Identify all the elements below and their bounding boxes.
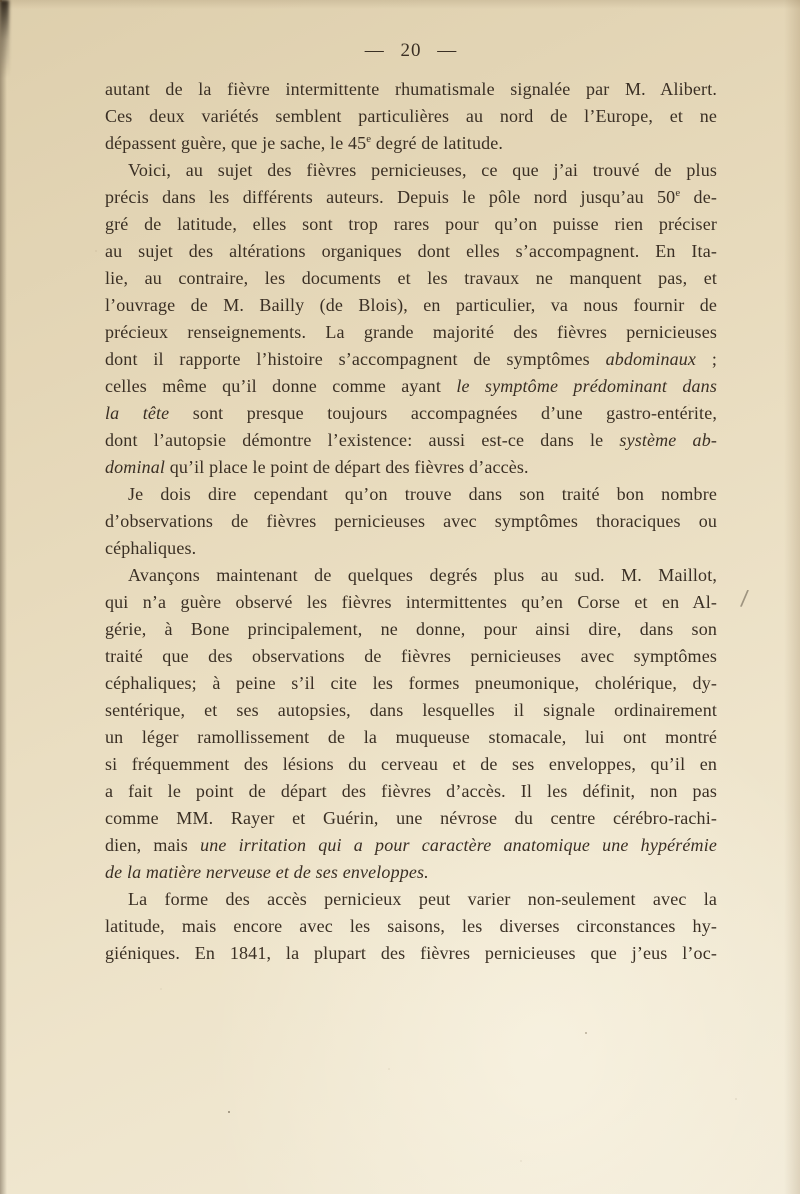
text-line xyxy=(105,481,717,508)
text-segment: a fait le point de départ des fièvres d’accès. Il les définit, non pas xyxy=(105,781,717,801)
paragraph xyxy=(105,886,717,967)
text-line xyxy=(105,616,717,643)
page-text xyxy=(105,76,717,967)
paragraph xyxy=(105,481,717,562)
text-segment: ; xyxy=(696,349,717,369)
text-segment: degré de latitude. xyxy=(371,133,504,153)
paragraph xyxy=(105,76,717,157)
text-segment: dépassent guère, que je sache, le 45 xyxy=(105,133,367,153)
text-line xyxy=(105,670,717,697)
text-line xyxy=(105,643,717,670)
text-segment: dont il rapporte l’histoire s’accompagnent de symptômes xyxy=(105,349,606,369)
text-segment: sont presque toujours accompagnées d’une gastro-entérite, xyxy=(169,403,717,423)
text-segment: précis dans les différents auteurs. Depuis le pôle nord jusqu’au 50 xyxy=(105,187,676,207)
text-segment: traité que des observations de fièvres pernicieuses avec symptômes xyxy=(105,646,717,666)
text-segment: celles même qu’il donne comme ayant xyxy=(105,376,457,396)
text-segment: système ab- xyxy=(619,430,717,450)
text-line xyxy=(105,805,717,832)
text-line xyxy=(105,562,717,589)
text-segment: gérie, à Bone principalement, ne donne, pour ainsi dire, dans son xyxy=(105,619,717,639)
text-line xyxy=(105,589,717,616)
text-segment: qu’il place le point de départ des fièvres d’accès. xyxy=(165,457,529,477)
text-line xyxy=(105,211,717,238)
text-line xyxy=(105,103,717,130)
text-line xyxy=(105,238,717,265)
text-segment: La forme des accès pernicieux peut varier non-seulement avec la xyxy=(128,889,717,909)
page-number: — 20 — xyxy=(364,40,458,61)
text-segment: précieux renseignements. La grande majorité des fièvres pernicieuses xyxy=(105,322,717,342)
text-segment: au sujet des altérations organiques dont elles s’accompagnent. En Ita- xyxy=(105,241,717,261)
text-segment: Avançons maintenant de quelques degrés plus au sud. M. Maillot, xyxy=(128,565,717,585)
text-segment: abdominaux xyxy=(605,349,697,369)
text-segment: comme MM. Rayer et Guérin, une névrose du centre cérébro-rachi- xyxy=(105,808,717,828)
text-segment: giéniques. En 1841, la plupart des fièvres pernicieuses que j’eus l’oc- xyxy=(105,943,717,963)
text-line xyxy=(105,184,717,211)
text-segment: d’observations de fièvres pernicieuses avec symptômes thoraciques ou xyxy=(105,511,717,531)
paragraph xyxy=(105,157,717,481)
text-segment: autant de la fièvre intermittente rhumatismale signalée par M. Alibert. xyxy=(105,79,717,99)
text-segment: latitude, mais encore avec les saisons, les diverses circonstances hy- xyxy=(105,916,717,936)
text-line xyxy=(105,778,717,805)
text-segment: un léger ramollissement de la muqueuse stomacale, lui ont montré xyxy=(105,727,717,747)
page-edge-shadow xyxy=(0,0,9,86)
text-segment: l’ouvrage de M. Bailly (de Blois), en particulier, va nous fournir de xyxy=(105,295,717,315)
text-line xyxy=(105,427,717,454)
text-segment: de la matière nerveuse et de ses enveloppes. xyxy=(105,862,429,882)
text-segment: dont l’autopsie démontre l’existence: aussi est-ce dans le xyxy=(105,430,620,450)
text-segment: le symptôme prédominant dans xyxy=(456,376,717,396)
text-segment: une irritation qui a pour caractère anatomique une hypérémie xyxy=(200,835,717,855)
text-line xyxy=(105,319,717,346)
text-segment: la tête xyxy=(105,403,170,423)
text-line xyxy=(105,535,717,562)
text-line xyxy=(105,292,717,319)
text-segment: dominal xyxy=(105,457,166,477)
text-segment: e xyxy=(675,187,681,199)
text-segment: Je dois dire cependant qu’on trouve dans son traité bon nombre xyxy=(128,484,717,504)
text-segment: si fréquemment des lésions du cerveau et de ses enveloppes, qu’il en xyxy=(105,754,717,774)
text-line xyxy=(105,157,717,184)
text-line xyxy=(105,859,717,886)
text-segment: gré de latitude, elles sont trop rares pour qu’on puisse rien préciser xyxy=(105,214,717,234)
text-segment: Ces deux variétés semblent particulières au nord de l’Europe, et ne xyxy=(105,106,717,126)
text-line xyxy=(105,508,717,535)
text-line xyxy=(105,724,717,751)
text-line xyxy=(105,130,717,157)
text-line xyxy=(105,940,717,967)
text-segment: sentérique, et ses autopsies, dans lesquelles il signale ordinairement xyxy=(105,700,717,720)
text-line xyxy=(105,373,717,400)
text-line xyxy=(105,346,717,373)
text-segment: qui n’a guère observé les fièvres intermittentes qu’en Corse et en Al- xyxy=(105,592,717,612)
text-segment: céphaliques. xyxy=(105,538,197,558)
text-line xyxy=(105,76,717,103)
text-segment: e xyxy=(366,133,372,145)
text-segment: de- xyxy=(680,187,717,207)
text-line xyxy=(105,454,717,481)
paragraph xyxy=(105,562,717,886)
text-line xyxy=(105,886,717,913)
text-line xyxy=(105,265,717,292)
paper-specks xyxy=(0,0,2,2)
pencil-mark: / xyxy=(739,585,750,611)
text-line xyxy=(105,913,717,940)
text-segment: dien, mais xyxy=(105,835,201,855)
text-line xyxy=(105,400,717,427)
text-line xyxy=(105,751,717,778)
text-segment: Voici, au sujet des fièvres pernicieuses, ce que j’ai trouvé de plus xyxy=(128,160,717,180)
text-line xyxy=(105,832,717,859)
text-line xyxy=(105,697,717,724)
text-segment: céphaliques; à peine s’il cite les formes pneumonique, cholérique, dy- xyxy=(105,673,717,693)
text-segment: lie, au contraire, les documents et les travaux ne manquent pas, et xyxy=(105,268,717,288)
